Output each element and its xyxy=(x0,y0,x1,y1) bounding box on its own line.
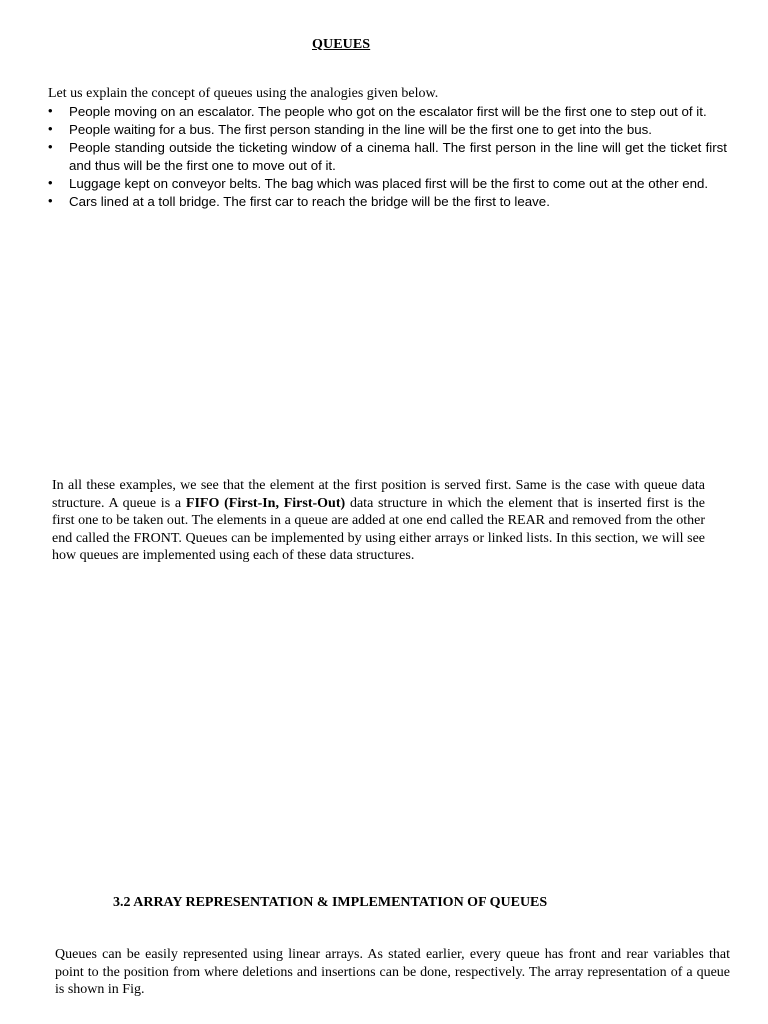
bullet-icon: • xyxy=(48,103,53,118)
analogy-list xyxy=(48,103,727,211)
fifo-paragraph-start: In all these examples, we see that the element at the first position is served first. Same is the case with queue data structure. A queue is a xyxy=(52,478,705,511)
list-item-text: Cars lined at a toll bridge. The first car to reach the bridge will be the first to leave. xyxy=(69,194,550,209)
list-item xyxy=(48,121,727,139)
list-item-text: People moving on an escalator. The people who got on the escalator first will be the first one to step out of it. xyxy=(69,104,707,119)
list-item-text: People standing outside the ticketing window of a cinema hall. The first person in the line will get the ticket first and thus will be the first one to move out of it. xyxy=(69,140,727,173)
list-item xyxy=(48,103,727,121)
list-item xyxy=(48,139,727,175)
section-heading: 3.2 ARRAY REPRESENTATION & IMPLEMENTATION OF QUEUES xyxy=(113,895,548,910)
cut-off-figure-edge xyxy=(135,1018,630,1024)
list-item xyxy=(48,175,727,193)
list-item-text: Luggage kept on conveyor belts. The bag which was placed first will be the first to come out at the other end. xyxy=(69,176,709,191)
fifo-term: FIFO (First-In, First-Out) xyxy=(185,495,346,511)
list-item-text: People waiting for a bus. The first person standing in the line will be the first one to get into the bus. xyxy=(69,122,652,137)
array-paragraph: Queues can be easily represented using linear arrays. As stated earlier, every queue has front and rear variables that point to the position from where deletions and insertions can be done, respectively. The array representation of a queue is shown in Fig. xyxy=(55,947,730,998)
bullet-icon: • xyxy=(48,193,53,208)
bullet-icon: • xyxy=(48,121,53,136)
bullet-icon: • xyxy=(48,175,53,190)
document-title: QUEUES xyxy=(312,37,371,52)
fifo-paragraph xyxy=(52,477,705,565)
fifo-paragraph-end: data structure in which the element that is inserted first is the first one to be taken out. The elements in a queue are added at one end called the REAR and removed from the other end called the FRONT. Queues can be implemented by using either arrays or linked lists. In this section, we will see how queues are implemented using each of these data structures. xyxy=(52,495,705,564)
list-item xyxy=(48,193,727,211)
intro-sentence: Let us explain the concept of queues using the analogies given below. xyxy=(48,86,439,101)
bullet-icon: • xyxy=(48,139,53,154)
